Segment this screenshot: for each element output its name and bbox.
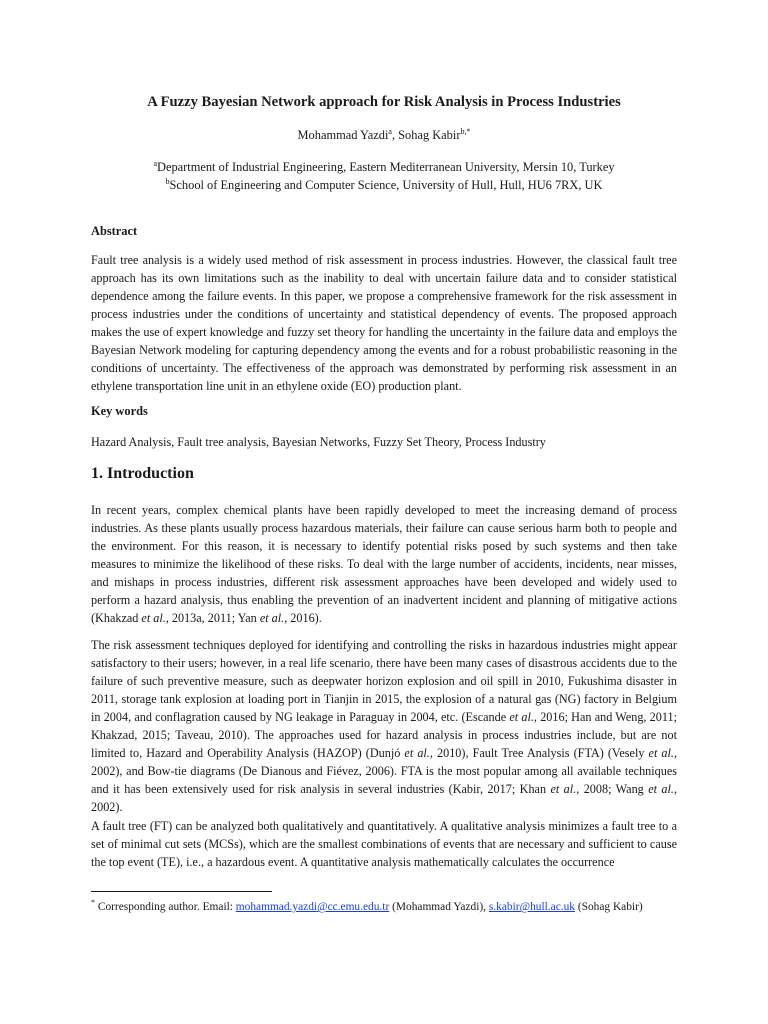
text-run: , 2013a, 2011; Yan	[165, 611, 260, 625]
footnote-text: Corresponding author. Email:	[95, 901, 236, 913]
footnote	[91, 899, 677, 915]
footnote-divider	[91, 891, 272, 892]
affiliation-text: Department of Industrial Engineering, Eastern Mediterranean University, Mersin 10, Turkey	[157, 160, 615, 174]
abstract-heading: Abstract	[91, 224, 138, 238]
intro-paragraph-3: A fault tree (FT) can be analyzed both qualitatively and quantitatively. A qualitative analysis minimizes a fault tree to a set of minimal cut sets (MCSs), which are the smallest combinations of events that are necessary and sufficient to cause the top event (TE), i.e., a hazardous event. A quantitative analysis mathematically calculates the occurrence	[91, 819, 677, 869]
intro-paragraph-2	[91, 636, 677, 816]
keywords-text: Hazard Analysis, Fault tree analysis, Bayesian Networks, Fuzzy Set Theory, Process Industry	[91, 435, 546, 449]
affiliation-text: School of Engineering and Computer Science, University of Hull, Hull, HU6 7RX, UK	[169, 178, 603, 192]
text-run: , 2016).	[284, 611, 322, 625]
affiliation-mark: b	[165, 177, 170, 186]
paper-title: A Fuzzy Bayesian Network approach for Risk Analysis in Process Industries	[147, 94, 621, 110]
italic-run: et al.	[550, 782, 577, 796]
abstract-text: Fault tree analysis is a widely used method of risk assessment in process industries. However, the classical fault tree approach has its own limitations such as the inability to deal with uncertain failure data and to consider statistical dependence among the failure events. In this paper, we propose a comprehensive framework for the risk assessment in process industries under the conditions of uncertainty and statistical dependency of events. The proposed approach makes the use of expert knowledge and fuzzy set theory for handling the uncertainty in the failure data and employs the Bayesian Network modeling for capturing dependency among the events and for a robust probabilistic reasoning in the conditions of uncertainty. The effectiveness of the approach was demonstrated by performing risk assessment in an ethylene transportation line unit in an ethylene oxide (EO) production plant.	[91, 253, 677, 393]
introduction-heading: 1. Introduction	[91, 465, 194, 482]
italic-run: et al.	[648, 746, 674, 760]
italic-run: et al.	[259, 611, 285, 625]
affiliation-b	[91, 177, 677, 193]
text-run: , 2008; Wang	[576, 782, 649, 796]
text-run: , 2016; Han and Weng, 2011; Khakzad, 2015; Taveau, 2010). The approaches used for hazard analysis in process industries include, but are not limited to, Hazard and Operability Analysis (HAZOP) (Dunjó	[91, 710, 677, 760]
keywords-heading: Key words	[91, 404, 148, 418]
text-run: In recent years, complex chemical plants have been rapidly developed to meet the increasing demand of process industries. As these plants usually process hazardous materials, their failure can cause serious harm both to people and the environment. For this reason, it is necessary to identify potential risks posed by such systems and then take measures to minimize the likelihood of these risks. To deal with the large number of accidents, incidents, near misses, and mishaps in process industries, different risk assessment approaches have been developed and widely used to perform a hazard analysis, thus enabling the prevention of an inadvertent incident and planning of mitigative actions (Khakzad	[91, 503, 677, 625]
affiliation-a	[91, 159, 677, 175]
author-affiliation-mark: a	[388, 127, 392, 136]
italic-run: et al.	[509, 710, 534, 724]
footnote-mark: *	[91, 898, 95, 907]
author-separator: ,	[391, 128, 399, 142]
intro-paragraph-1	[91, 501, 677, 627]
author-name: Mohammad Yazdi	[297, 128, 389, 142]
italic-run: et al.	[404, 746, 430, 760]
text-run: , 2002).	[91, 782, 677, 814]
text-run: , 2002), and Bow-tie diagrams (De Dianous and Fiévez, 2006). FTA is the most popular among all available techniques and it has been extensively used for risk analysis in several industries (Kabir, 2017; Khan	[91, 746, 678, 796]
footnote-text: (Sohag Kabir)	[574, 901, 643, 913]
author-affiliation-mark: b,*	[460, 127, 471, 136]
author-list	[91, 127, 677, 143]
text-run: The risk assessment techniques deployed for identifying and controlling the risks in hazardous industries might appear satisfactory to their users; however, in a real life scenario, there have been many cases of disastrous accidents due to the failure of such preventive measure, such as deepwater horizon explosion and oil spill in 2010, Fukushima disaster in 2011, storage tank explosion at loading port in Tianjin in 2015, the explosion of a natural gas (NG) factory in Belgium in 2004, and conflagration caused by NG leakage in Paraguay in 2004, etc. (Escande	[91, 638, 677, 724]
affiliation-mark: a	[153, 159, 157, 168]
italic-run: et al.	[141, 611, 166, 625]
email-link-kabir[interactable]: s.kabir@hull.ac.uk	[488, 901, 575, 913]
author-name: Sohag Kabir	[398, 128, 461, 142]
italic-run: et al.	[648, 782, 674, 796]
email-link-yazdi[interactable]: mohammad.yazdi@cc.emu.edu.tr	[235, 901, 390, 913]
text-run: , 2010), Fault Tree Analysis (FTA) (Vesely	[429, 746, 649, 760]
footnote-text: (Mohammad Yazdi),	[389, 901, 489, 913]
